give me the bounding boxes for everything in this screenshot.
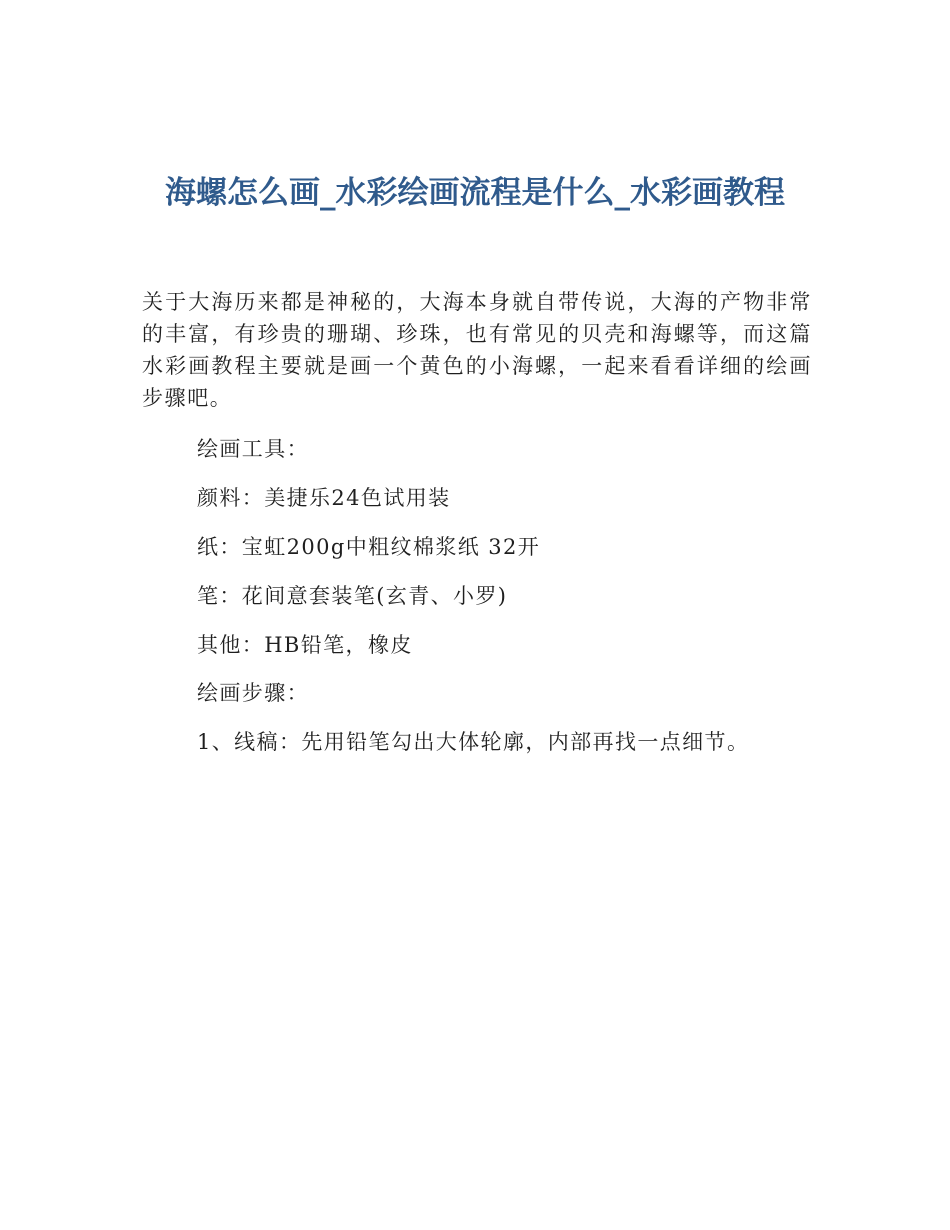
page-title: 海螺怎么画_水彩绘画流程是什么_水彩画教程 [165,174,785,211]
intro-paragraph: 关于大海历来都是神秘的，大海本身就自带传说，大海的产物非常的丰富，有珍贵的珊瑚、珍珠，也有常见的贝壳和海螺等，而这篇水彩画教程主要就是画一个黄色的小海螺，一起来看看详细的绘画步骤吧。 [142,290,812,410]
tools-heading: 绘画工具： [197,437,309,461]
brush-line: 笔：花间意套装笔(玄青、小罗) [197,584,508,608]
other-line: 其他：HB铅笔，橡皮 [197,633,413,657]
paint-line: 颜料：美捷乐24色试用装 [197,486,451,510]
paper-line: 纸：宝虹200g中粗纹棉浆纸 32开 [197,535,541,559]
step-1-line: 1、线稿：先用铅笔勾出大体轮廓，内部再找一点细节。 [197,730,750,754]
steps-heading: 绘画步骤： [197,681,309,705]
